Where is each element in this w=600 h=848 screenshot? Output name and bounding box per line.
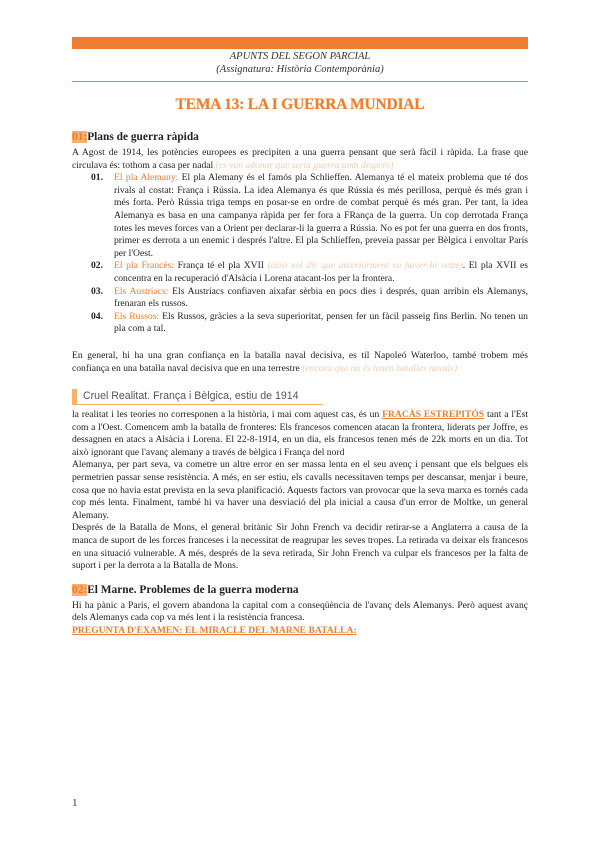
list-item	[72, 260, 528, 285]
general-paragraph	[72, 350, 528, 375]
list-item-number: 01.	[91, 172, 103, 184]
section-2-paragraph: Hi ha pànic a París, el govern abandona la capital com a conseqüència de l'avanç dels Alemanys. Però aquest avanç dels Alemanys cada cop va més lent i la resistència francesa.	[72, 599, 528, 624]
section-1-intro	[72, 147, 528, 172]
list-item-text: Els Russos, gràcies a la seva superioritat, pensen fer un fàcil passeig fins Berlin. No tenen un pla com a tal.	[114, 310, 528, 335]
header-accent-bar	[72, 37, 528, 49]
subsection-paragraph-1	[72, 409, 528, 459]
list-item	[72, 286, 528, 311]
doc-header-title: APUNTS DEL SEGON PARCIAL	[229, 51, 371, 62]
section-2-title: El Marne. Problemes de la guerra moderna	[87, 583, 299, 596]
list-item-faded-note: (això vol dir que anteriorment va haver-hi setze)	[267, 260, 463, 272]
list-item-number: 04.	[91, 310, 103, 322]
section-2-heading	[72, 583, 528, 598]
section-1-number: 01:	[72, 131, 88, 143]
list-item-number: 03.	[91, 285, 103, 297]
list-item-label: Els Russos:	[114, 310, 160, 322]
section-2-number: 02:	[72, 583, 88, 596]
page-number: 1	[72, 797, 78, 809]
header-divider	[72, 81, 528, 82]
list-item-text: França té el pla XVII	[177, 260, 264, 272]
section-1-heading	[72, 130, 528, 145]
page-title: TEMA 13: LA I GUERRA MUNDIAL	[175, 96, 425, 113]
list-item-text: El pla Alemany és el famós pla Schlieffen. Alemanya té el mateix problema que té dos rivals al costat: França i Rússia. La idea Alemanya és que Rússia és més perillosa, perquè és més gran i més forta. Però Rússia triga temps en posar-se en ordre de combat perquè és més gran. Per tant, la idea Alemanya es basa en una campanya ràpida per fer fora a FRança de la guerra. Un cop derrotada França totes les meves forces van a Orient per declarar-li la guerra a Rússia. No es pot fer una guerra en dos fronts, primer es derrota a un enemic i després l'altre. El pla Schlieffen, preveia passar per Bèlgica i envoltar París per l'Oest.	[114, 172, 528, 259]
paragraph-text: la realitat i les teories no corresponen a la història, i mai com aquest cas, és un	[72, 409, 380, 421]
exam-question: PREGUNTA D'EXAMEN: EL MIRACLE DEL MARNE BATALLA:	[72, 625, 357, 636]
highlight-text: FRACÀS ESTREPITÓS	[382, 409, 485, 421]
list-item-text: Els Austríacs confiaven aixafar sèrbia en pocs dies i després, quan arribin els Alemanys, frenaran els russos.	[114, 285, 529, 310]
list-item	[72, 172, 528, 260]
doc-header-subject: (Assignatura: Història Contemporània)	[216, 64, 384, 75]
list-item	[72, 311, 528, 336]
list-item-label: El pla Alemany:	[114, 172, 179, 184]
list-item-label: El pla Francès:	[114, 260, 174, 272]
subsection-heading: Cruel Realitat. França i Bèlgica, estiu de 1914	[72, 389, 323, 405]
intro-faded-note: (es van adonar que seria guerra amb després)	[215, 159, 394, 171]
list-item-text-continued: . El pla XVII es concentra en la recuperació d'Alsàcia i Lorena atacant-los per la frontera.	[114, 260, 529, 284]
paragraph-text-continued: tant a l'Est com a l'Oest. Comencem amb la batalla de fronteres: Els francesos comencen atacan la frontera, liderats per Joffre, es dessagnen en atacs a Alsàcia i Lorena. El 22-8-1914, en un dia, els francesos tenen més de 22k morts en un dia. Tot això ignorant que l'avanç alemany a través de bèlgica i França del nord	[72, 409, 528, 458]
general-text: En general, hi ha una gran confiança en la batalla naval decisiva, es til Napoleó Waterloo, també trobem més confiança en una batalla naval decisiva que en una terrestre	[72, 349, 528, 374]
section-1-title: Plans de guerra ràpida	[87, 131, 199, 143]
document-body	[72, 130, 528, 638]
general-faded-note: (encara que no és tenen batalles navals)	[302, 362, 458, 374]
subsection-paragraph-2: Alemanya, per part seva, va cometre un altre error en ser massa lenta en el seu avenç i pensant que els belgues els permetrien passar sense resistència. A més, en ser estiu, els cavalls necessitaven temps per descansar, menjar i beure, cosa que no havia estat prevista en la seva planificació. Aquests factors van provocar que la seva marxa es tornés cada cop més lenta. Finalment, també hi va haver una desviació del pla inicial a causa d'un error de Moltke, un general Alemany.	[72, 459, 528, 521]
intro-text: A Agost de 1914, les potències europees es precipiten a una guerra pensant que serà fàcil i ràpida. La frase que circulava és: tothom a casa per nadal	[72, 147, 528, 171]
list-item-number: 02.	[91, 260, 103, 272]
subsection-paragraph-3: Després de la Batalla de Mons, el general britànic Sir John French va decidir retirar-se a Anglaterra a causa de la manca de suport de les forces franceses i la necessitat de reagrupar les seves tropes. La retirada va deixar els francesos en una situació vulnerable. A més, després de la seva retirada, Sir John French va culpar els francesos per la falta de suport i per la derrota a la Batalla de Mons.	[72, 522, 528, 572]
war-plans-list	[72, 172, 528, 336]
list-item-label: Els Austríacs:	[114, 285, 169, 297]
